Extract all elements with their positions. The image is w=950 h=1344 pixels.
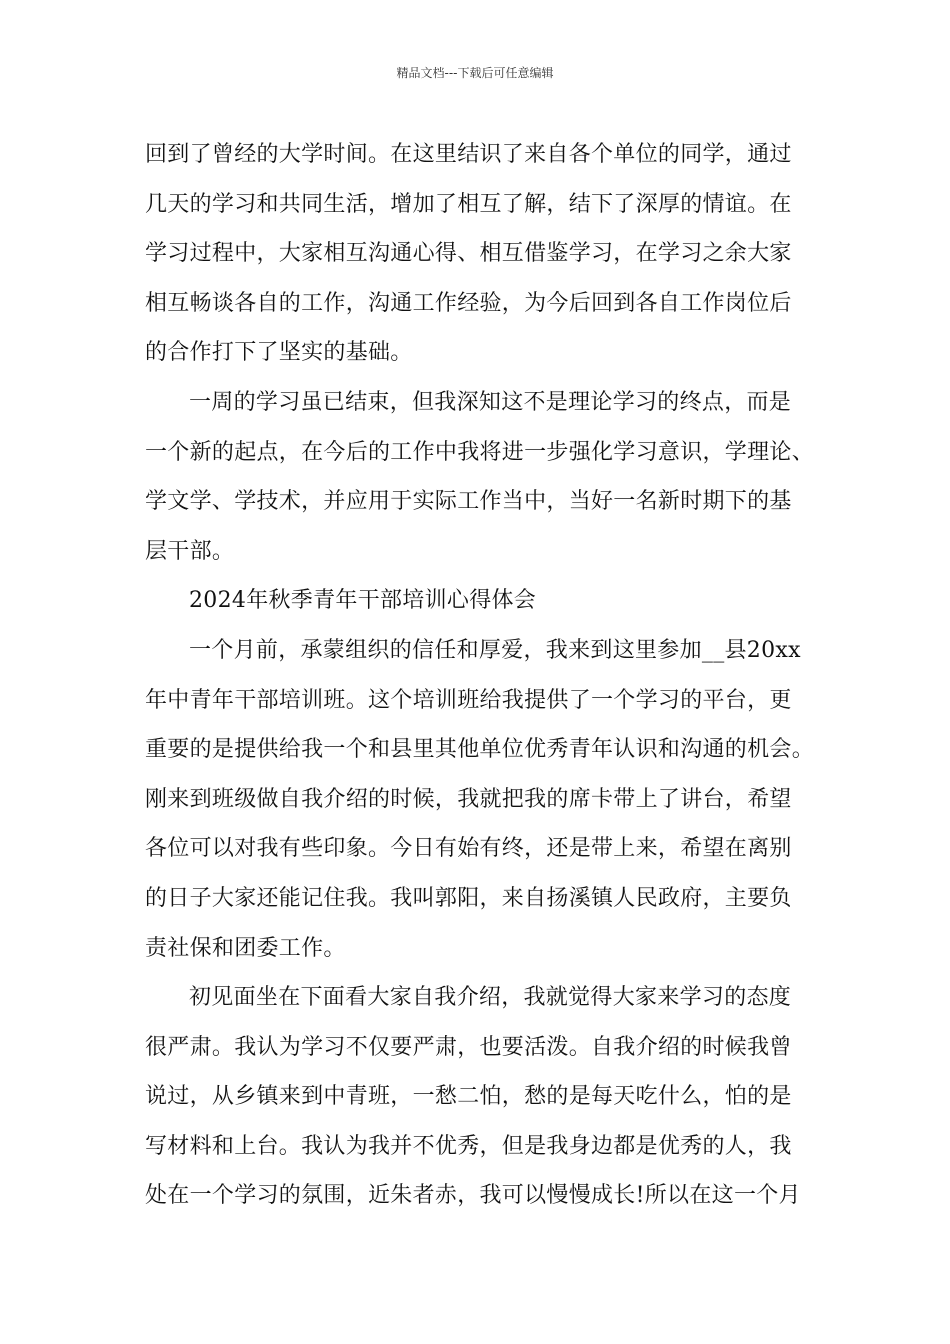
text-line: 2024年秋季青年干部培训心得体会: [189, 588, 537, 614]
text-line: 一周的学习虽已结束，但我深知这不是理论学习的终点，而是: [189, 389, 792, 415]
text-line: 刚来到班级做自我介绍的时候，我就把我的席卡带上了讲台，希望: [145, 786, 792, 812]
text-line: 年中青年干部培训班。这个培训班给我提供了一个学习的平台，更: [145, 687, 792, 713]
text-line: 重要的是提供给我一个和县里其他单位优秀青年认识和沟通的机会。: [145, 737, 815, 763]
text-line: 的日子大家还能记住我。我叫郭阳，来自扬溪镇人民政府，主要负: [145, 885, 792, 911]
text-line: 各位可以对我有些印象。今日有始有终，还是带上来，希望在离别: [145, 836, 792, 862]
text-line: 几天的学习和共同生活，增加了相互了解，结下了深厚的情谊。在: [145, 191, 792, 217]
text-line: 一个新的起点，在今后的工作中我将进一步强化学习意识，学理论、: [145, 439, 815, 465]
text-line: 很严肃。我认为学习不仅要严肃，也要活泼。自我介绍的时候我曾: [145, 1034, 792, 1060]
text-line: 初见面坐在下面看大家自我介绍，我就觉得大家来学习的态度: [189, 985, 792, 1011]
text-line: 责社保和团委工作。: [145, 935, 346, 961]
text-line: 写材料和上台。我认为我并不优秀，但是我身边都是优秀的人，我: [145, 1133, 792, 1159]
text-line: 学习过程中，大家相互沟通心得、相互借鉴学习，在学习之余大家: [145, 241, 792, 267]
text-line: 处在一个学习的氛围，近朱者赤，我可以慢慢成长!所以在这一个月: [145, 1183, 801, 1209]
text-line: 一个月前，承蒙组织的信任和厚爱，我来到这里参加__县20xx: [189, 637, 801, 663]
page-header: 精品文档---下载后可任意编辑: [396, 66, 554, 80]
text-line: 回到了曾经的大学时间。在这里结识了来自各个单位的同学，通过: [145, 142, 792, 167]
text-line: 的合作打下了坚实的基础。: [145, 340, 413, 366]
text-line: 学文学、学技术，并应用于实际工作当中，当好一名新时期下的基: [145, 489, 792, 515]
document-body: [145, 130, 825, 1221]
text-line: 层干部。: [145, 538, 235, 564]
text-line: 说过，从乡镇来到中青班，一愁二怕，愁的是每天吃什么，怕的是: [145, 1084, 792, 1110]
text-line: 相互畅谈各自的工作，沟通工作经验，为今后回到各自工作岗位后: [145, 290, 792, 316]
